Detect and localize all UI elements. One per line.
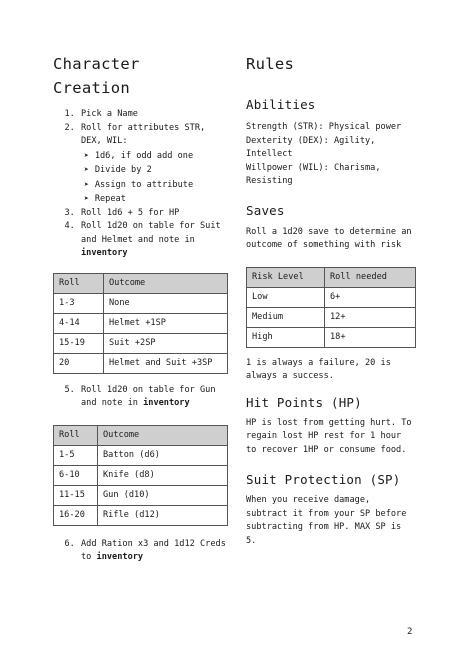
table-header: Roll: [54, 425, 98, 445]
saves-heading: Saves: [246, 202, 285, 218]
sub-step-item: ➤ Divide by 2: [83, 163, 228, 178]
table-row: 11-15 Gun (d10): [54, 485, 228, 505]
creation-step-6: [53, 538, 228, 565]
step-item: 4. Roll 1d20 on table for Suit and Helmet and note in inventory: [80, 220, 228, 261]
table-row: 1-3 None: [54, 293, 228, 313]
step-item: 6. Add Ration x3 and 1d12 Creds to inventory: [80, 538, 228, 565]
table-row: 16-20 Rifle (d12): [54, 505, 228, 525]
left-column: [53, 52, 228, 565]
creation-step-5: [53, 384, 228, 411]
abilities-heading: Abilities: [246, 97, 316, 112]
table-header: Outcome: [98, 425, 228, 445]
abilities-text: Strength (STR): Physical power Dexterity (DEX): Agility, Intellect Willpower (WIL): Charisma, Resisting: [246, 122, 402, 186]
sp-heading: Suit Protection (SP): [246, 472, 401, 487]
table-row: High 18+: [247, 327, 416, 347]
table-row: Low 6+: [247, 287, 416, 307]
step-item: 3. Roll 1d6 + 5 for HP: [80, 207, 228, 221]
table-header: Roll needed: [325, 267, 416, 287]
saves-text: Roll a 1d20 save to determine an outcome of something with risk: [246, 226, 412, 250]
title-line-1: Character: [53, 55, 140, 73]
right-column: [246, 52, 416, 548]
table-header: Risk Level: [247, 267, 325, 287]
page-number: 2: [407, 627, 413, 637]
hp-text: HP is lost from getting hurt. To regain lost HP rest for 1 hour to recover 1HP or consume food.: [246, 417, 412, 455]
sp-text: When you receive damage, subtract it from your SP before subtracting from HP. MAX SP is 5.: [246, 495, 407, 546]
sub-step-item: ➤ Repeat: [83, 192, 228, 207]
hp-heading: Hit Points (HP): [246, 394, 362, 410]
table-row: Medium 12+: [247, 307, 416, 327]
table-row: 20 Helmet and Suit +3SP: [54, 353, 228, 373]
saves-note: 1 is always a failure, 20 is always a success.: [246, 357, 391, 381]
creation-steps: [53, 108, 228, 261]
sub-step-item: ➤ Assign to attribute: [83, 178, 228, 193]
suit-helmet-table: [53, 273, 228, 374]
table-header: Roll: [54, 273, 104, 293]
table-row: 15-19 Suit +2SP: [54, 333, 228, 353]
title-line-2: Creation: [53, 79, 131, 97]
table-row: 1-5 Batton (d6): [54, 445, 228, 465]
rules-title: Rules: [246, 55, 295, 73]
sub-steps: [81, 149, 228, 207]
sub-step-item: ➤ 1d6, if odd add one: [83, 149, 228, 164]
table-row: 4-14 Helmet +1SP: [54, 313, 228, 333]
character-creation-title: [53, 52, 228, 100]
table-header: Outcome: [104, 273, 228, 293]
step-item: 1. Pick a Name: [80, 108, 228, 122]
risk-table: [246, 267, 416, 348]
gun-table: [53, 425, 228, 526]
table-row: 6-10 Knife (d8): [54, 465, 228, 485]
step-item: 5. Roll 1d20 on table for Gun and note in inventory: [80, 384, 228, 411]
step-item: 2. Roll for attributes STR, DEX, WIL: ➤ 1d6, if odd add one ➤ Divide by 2 ➤ Assign to attribute ➤ Repeat: [80, 122, 228, 207]
